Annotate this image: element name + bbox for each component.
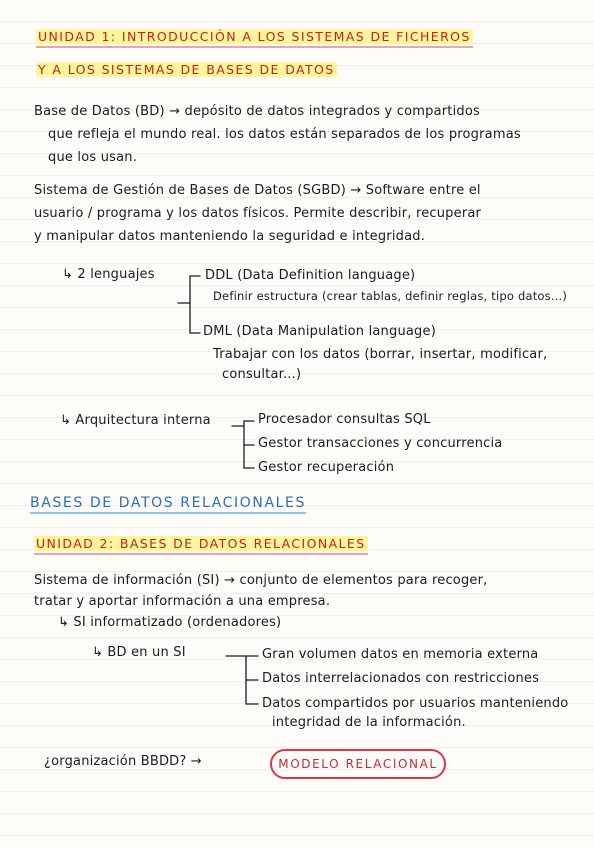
arquitectura-item-2: Gestor transacciones y concurrencia <box>258 436 503 451</box>
bd-definition-line1: Base de Datos (BD) → depósito de datos integrados y compartidos <box>34 104 480 119</box>
bd-si-item-1: Gran volumen datos en memoria externa <box>262 647 539 662</box>
bd-si-item-2: Datos interrelacionados con restricciones <box>262 671 540 686</box>
dml-description-line1: Trabajar con los datos (borrar, insertar, modificar, <box>213 347 548 362</box>
dml-description-line2: consultar...) <box>222 367 302 382</box>
section2-title: BASES DE DATOS RELACIONALES <box>30 495 306 514</box>
ddl-description: Definir estructura (crear tablas, definir reglas, tipo datos...) <box>213 289 568 303</box>
sgbd-definition-line3: y manipular datos manteniendo la seguridad e integridad. <box>34 229 426 244</box>
arquitectura-label: ↳ Arquitectura interna <box>60 413 211 428</box>
bd-en-si-label: ↳ BD en un SI <box>92 645 186 660</box>
arquitectura-item-3: Gestor recuperación <box>258 460 395 475</box>
organizacion-question: ¿organización BBDD? → <box>44 754 202 769</box>
lenguajes-brace <box>190 276 200 333</box>
unit1-title-line2: Y A LOS SISTEMAS DE BASES DE DATOS <box>38 62 335 77</box>
ddl-label: DDL (Data Definition language) <box>205 268 416 283</box>
sgbd-definition-line1: Sistema de Gestión de Bases de Datos (SGBD) → Software entre el <box>34 183 481 198</box>
sgbd-definition-line2: usuario / programa y los datos físicos. Permite describir, recuperar <box>34 206 482 221</box>
lenguajes-label: ↳ 2 lenguajes <box>62 267 155 282</box>
bd-si-item-3-continuation: integridad de la información. <box>272 715 466 730</box>
unit1-title-line1: UNIDAD 1: INTRODUCCIÓN A LOS SISTEMAS DE FICHEROS <box>38 29 471 44</box>
si-informatizado: ↳ SI informatizado (ordenadores) <box>58 615 282 630</box>
bd-definition-line3: que los usan. <box>48 150 138 165</box>
si-definition-line2: tratar y aportar información a una empresa. <box>34 594 331 609</box>
si-definition-line1: Sistema de información (SI) → conjunto de elementos para recoger, <box>34 573 488 588</box>
modelo-relacional-label: MODELO RELACIONAL <box>278 757 438 771</box>
arquitectura-item-1: Procesador consultas SQL <box>258 412 431 427</box>
bd-definition-line2: que refleja el mundo real. los datos están separados de los programas <box>48 127 521 142</box>
dml-label: DML (Data Manipulation language) <box>203 324 436 339</box>
unit2-title-text: UNIDAD 2: BASES DE DATOS RELACIONALES <box>36 536 366 551</box>
bd-si-item-3: Datos compartidos por usuarios manteniendo <box>262 696 569 711</box>
